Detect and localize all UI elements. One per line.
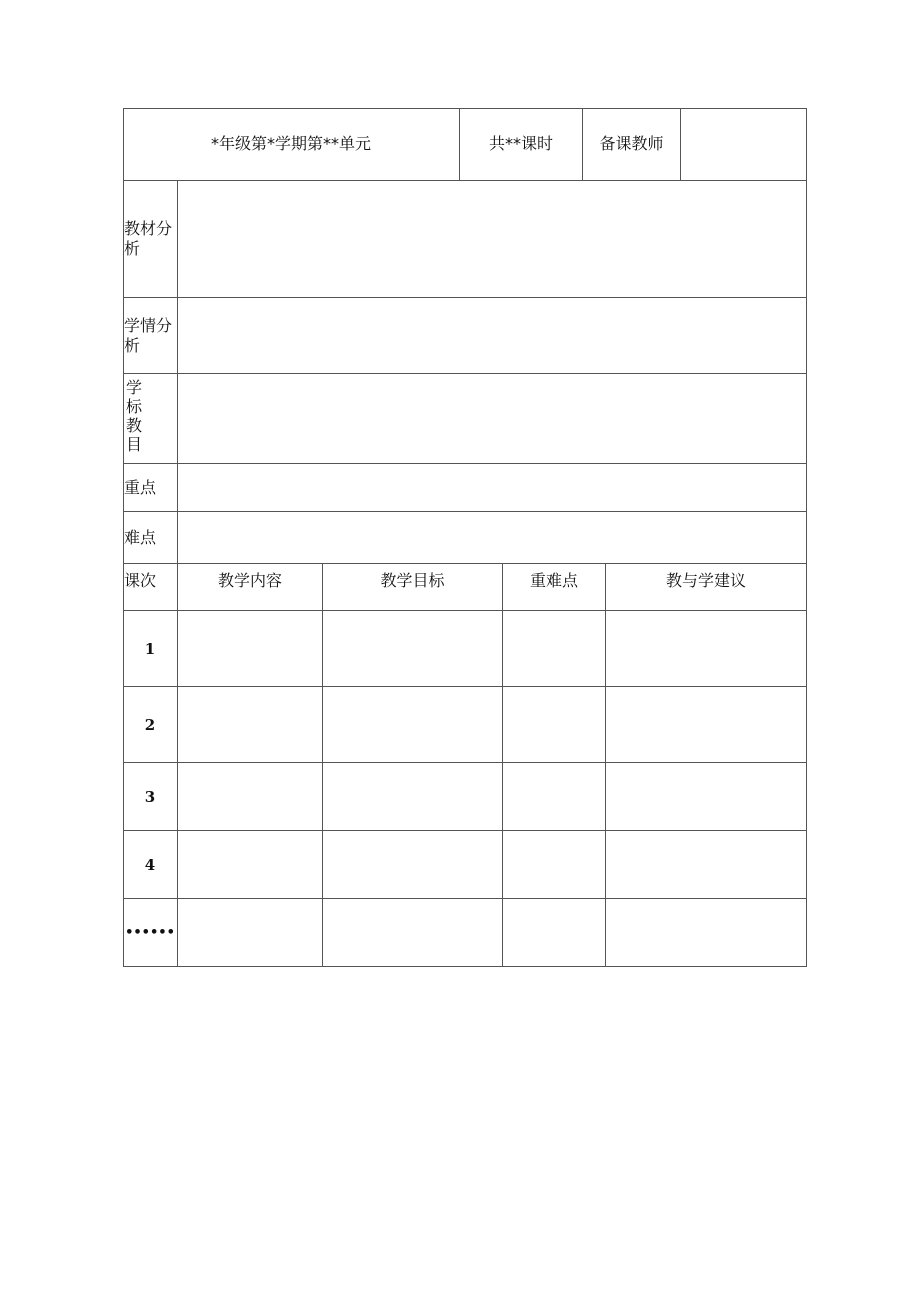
- table-cell[interactable]: [606, 611, 807, 687]
- teaching-goals-char: 学: [126, 378, 143, 397]
- row-number: ••••••: [125, 924, 175, 940]
- row-number: 1: [144, 639, 156, 658]
- column-header-label: 重难点: [529, 571, 578, 590]
- unit-title-cell: [123, 108, 460, 181]
- table-cell[interactable]: [323, 687, 503, 763]
- table-cell[interactable]: [606, 831, 807, 899]
- table-row-number: [123, 687, 178, 763]
- table-cell[interactable]: [178, 763, 323, 831]
- table-cell[interactable]: [178, 687, 323, 763]
- difficult-points-label: 难点: [124, 527, 157, 547]
- column-header-label: 教学目标: [380, 571, 445, 590]
- column-header-suggestions: [606, 564, 807, 611]
- total-hours-cell: [460, 108, 583, 181]
- key-points-content[interactable]: [178, 464, 807, 512]
- table-cell[interactable]: [503, 763, 606, 831]
- row-number: 2: [144, 715, 156, 734]
- difficult-points-label-cell: [123, 512, 178, 564]
- teaching-goals-char: 标: [126, 397, 143, 416]
- textbook-analysis-label-cell: [123, 181, 178, 298]
- column-header-goals: [323, 564, 503, 611]
- column-header-label: 教与学建议: [665, 571, 746, 590]
- table-row-number: [123, 611, 178, 687]
- column-header-lesson: [123, 564, 178, 611]
- textbook-analysis-label: 教材分析: [124, 219, 173, 258]
- table-cell[interactable]: [178, 611, 323, 687]
- key-points-label-cell: [123, 464, 178, 512]
- student-analysis-content[interactable]: [178, 298, 807, 374]
- teacher-label-cell: [583, 108, 681, 181]
- teaching-goals-char: 教: [126, 416, 143, 435]
- teacher-value-cell[interactable]: [681, 108, 807, 181]
- table-cell[interactable]: [178, 831, 323, 899]
- table-cell[interactable]: [606, 763, 807, 831]
- row-number: 4: [144, 855, 156, 874]
- total-hours: 共**课时: [488, 134, 553, 153]
- column-header-label: 课次: [124, 571, 157, 590]
- column-header-content: [178, 564, 323, 611]
- table-cell[interactable]: [503, 611, 606, 687]
- table-row-number: [123, 831, 178, 899]
- difficult-points-content[interactable]: [178, 512, 807, 564]
- table-cell[interactable]: [503, 831, 606, 899]
- teaching-goals-char: 目: [126, 435, 143, 454]
- textbook-analysis-content[interactable]: [178, 181, 807, 298]
- table-cell[interactable]: [503, 687, 606, 763]
- table-cell[interactable]: [323, 611, 503, 687]
- unit-title: *年级第*学期第**单元: [210, 134, 371, 153]
- teacher-label: 备课教师: [599, 134, 664, 153]
- row-number: 3: [144, 787, 156, 806]
- table-cell[interactable]: [323, 831, 503, 899]
- key-points-label: 重点: [124, 477, 157, 497]
- column-header-label: 教学内容: [217, 571, 282, 590]
- table-cell[interactable]: [323, 763, 503, 831]
- table-cell[interactable]: [323, 899, 503, 967]
- student-analysis-label-cell: [123, 298, 178, 374]
- table-row-number: [123, 899, 178, 967]
- teaching-goals-label-cell: [123, 374, 178, 464]
- table-cell[interactable]: [606, 687, 807, 763]
- table-cell[interactable]: [606, 899, 807, 967]
- table-cell[interactable]: [178, 899, 323, 967]
- lesson-plan-table: [123, 108, 807, 967]
- teaching-goals-content[interactable]: [178, 374, 807, 464]
- column-header-key-difficult: [503, 564, 606, 611]
- table-row-number: [123, 763, 178, 831]
- table-cell[interactable]: [503, 899, 606, 967]
- student-analysis-label: 学情分析: [124, 315, 173, 355]
